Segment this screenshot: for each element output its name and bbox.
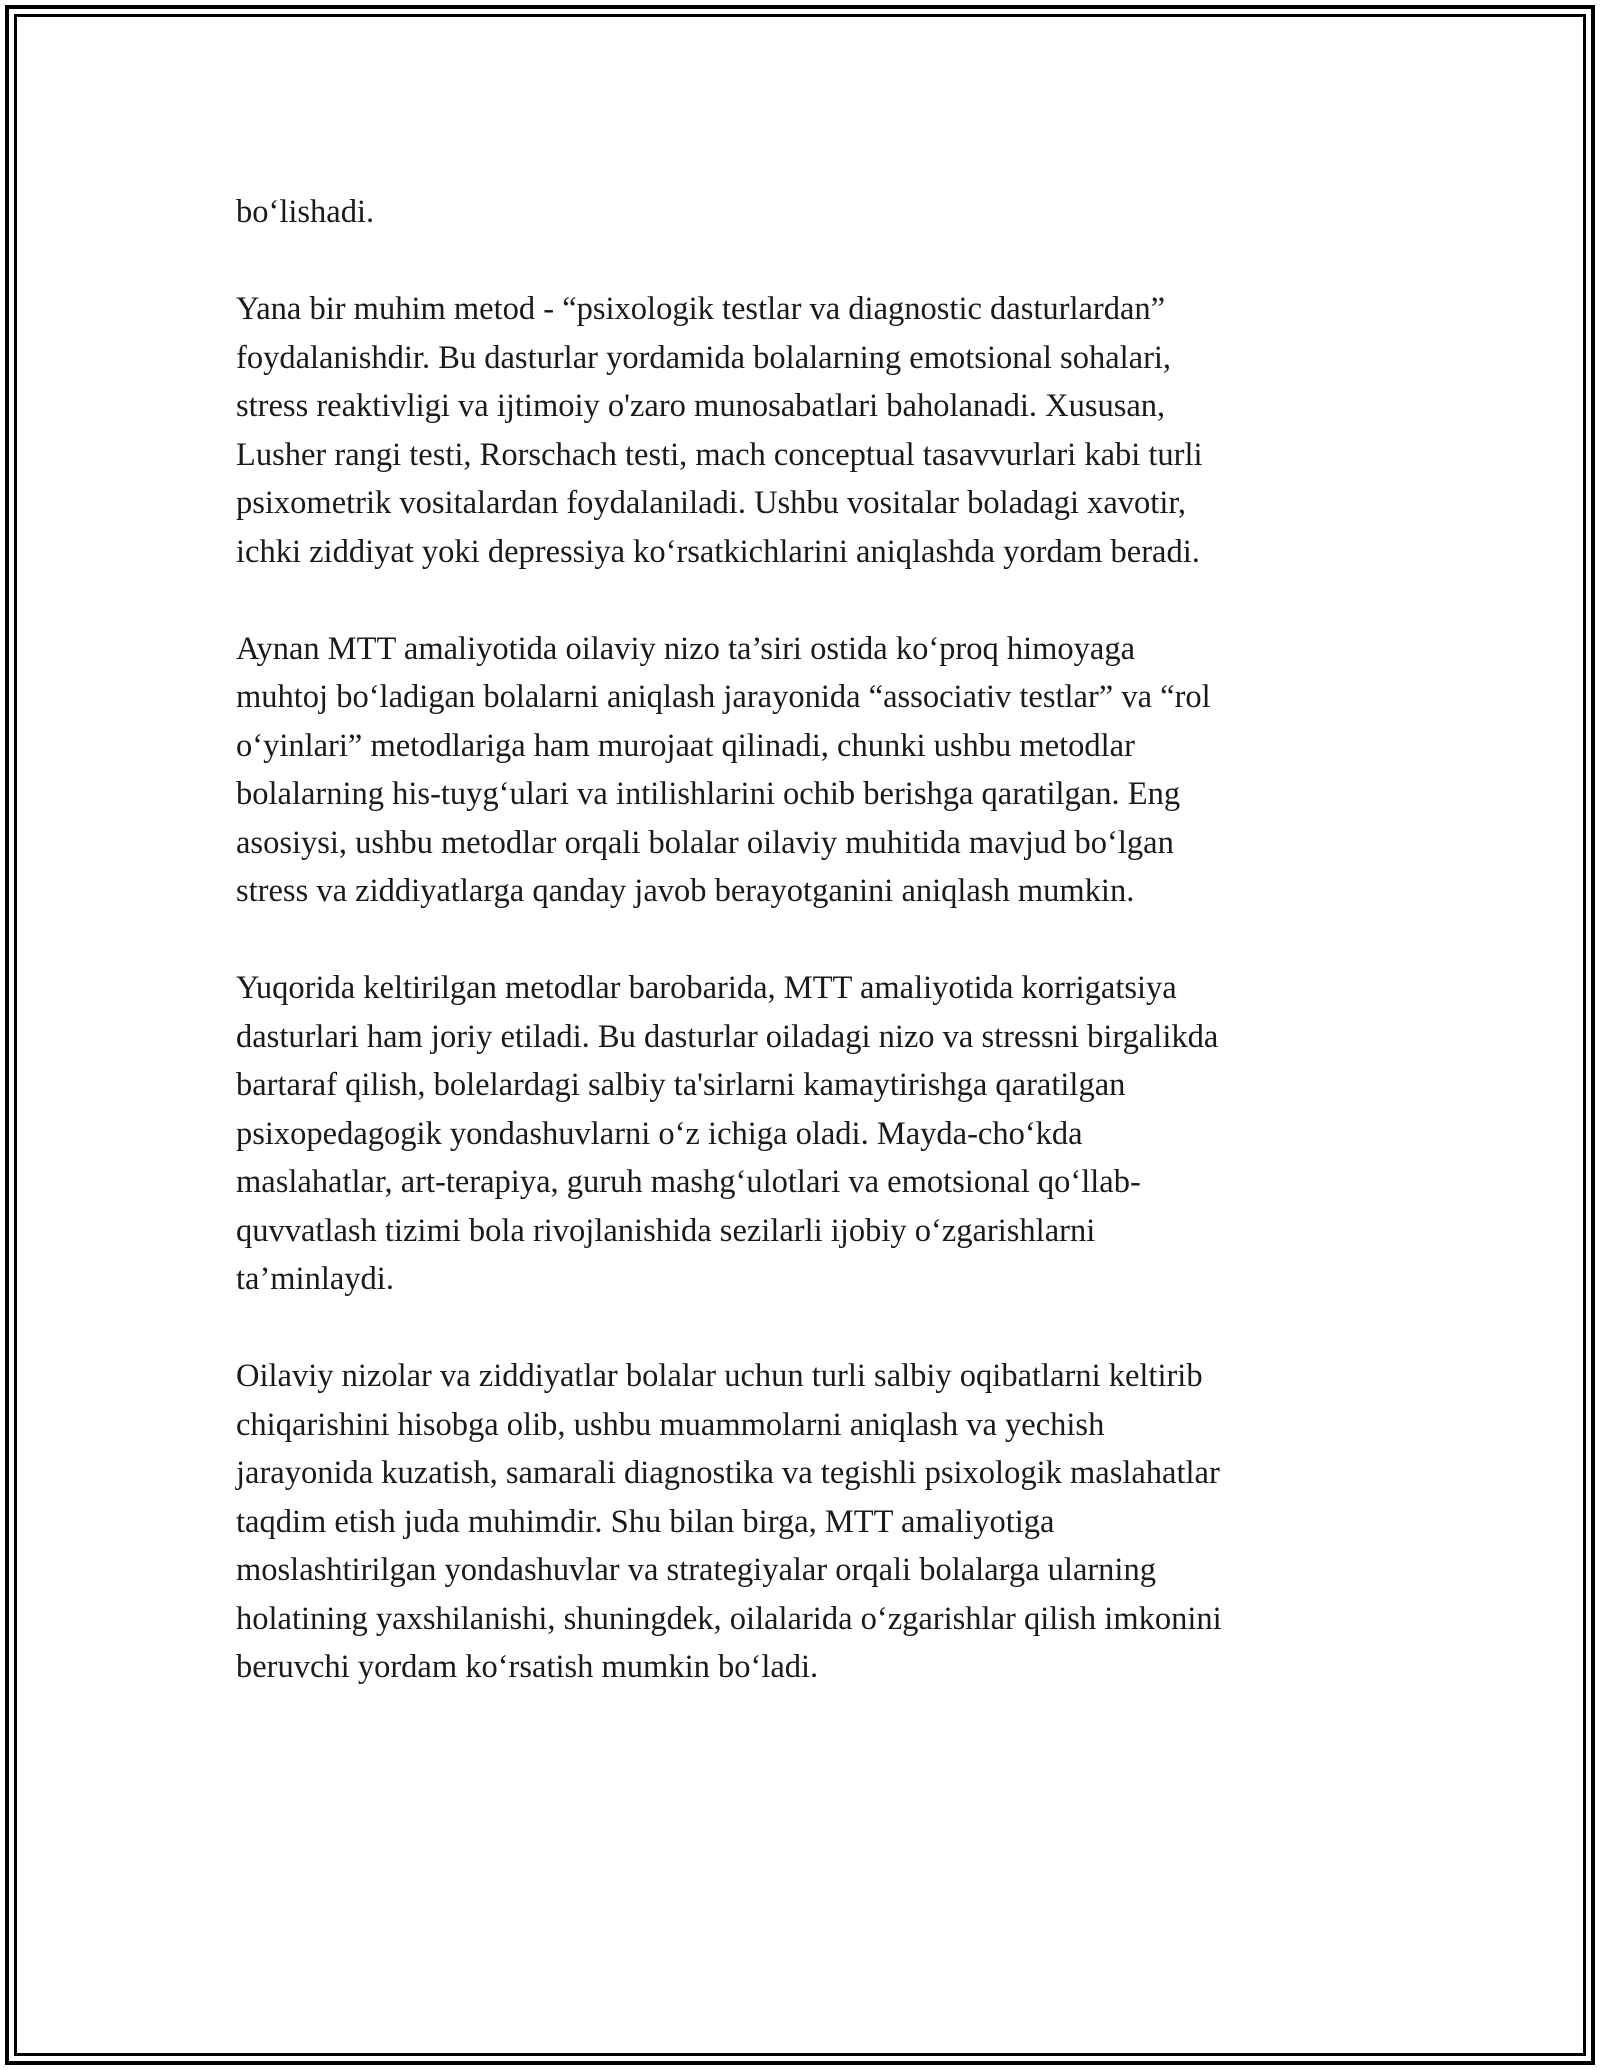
- text-line: stress va ziddiyatlarga qanday javob berayotganini aniqlash mumkin.: [236, 873, 1135, 909]
- text-line: psixopedagogik yondashuvlarni o‘z ichiga oladi. Mayda-cho‘kda: [236, 1115, 1083, 1152]
- text-line: holatining yaxshilanishi, shuningdek, oilalarida o‘zgarishlar qilish imkonini: [236, 1600, 1222, 1637]
- paragraph-1: [236, 188, 1356, 237]
- text-line: Lusher rangi testi, Rorschach testi, mach conceptual tasavvurlari kabi turli: [236, 436, 1203, 473]
- text-line: o‘yinlari” metodlariga ham murojaat qilinadi, chunki ushbu metodlar: [236, 727, 1135, 764]
- text-line: ta’minlaydi.: [236, 1261, 394, 1297]
- text-line: beruvchi yordam ko‘rsatish mumkin bo‘ladi.: [236, 1649, 819, 1685]
- text-line: Oilaviy nizolar va ziddiyatlar bolalar uchun turli salbiy oqibatlarni keltirib: [236, 1358, 1203, 1394]
- text-line: asosiysi, ushbu metodlar orqali bolalar oilaviy muhitida mavjud bo‘lgan: [236, 824, 1174, 861]
- text-line: muhtoj bo‘ladigan bolalarni aniqlash jarayonida “associativ testlar” va “rol: [236, 679, 1211, 715]
- text-line: stress reaktivligi va ijtimoiy o'zaro munosabatlari baholanadi. Xususan,: [236, 388, 1166, 424]
- text-line: dasturlari ham joriy etiladi. Bu dasturlar oiladagi nizo va stressni birgalikda: [236, 1018, 1219, 1055]
- text-line: moslashtirilgan yondashuvlar va strategiyalar orqali bolalarga ularning: [236, 1552, 1156, 1588]
- paragraph-5: [236, 1352, 1356, 1692]
- text-line: Yana bir muhim metod - “psixologik testlar va diagnostic dasturlardan”: [236, 291, 1166, 327]
- text-line: foydalanishdir. Bu dasturlar yordamida bolalarning emotsional sohalari,: [236, 339, 1172, 376]
- paragraph-3: [236, 625, 1356, 916]
- text-line: ichki ziddiyat yoki depressiya ko‘rsatkichlarini aniqlashda yordam beradi.: [236, 533, 1200, 570]
- paragraph-2: [236, 285, 1356, 576]
- text-line: quvvatlash tizimi bola rivojlanishida sezilarli ijobiy o‘zgarishlarni: [236, 1212, 1096, 1249]
- text-line: bo‘lishadi.: [236, 194, 375, 230]
- text-line: maslahatlar, art-terapiya, guruh mashg‘ulotlari va emotsional qo‘llab-: [236, 1164, 1141, 1200]
- text-line: bolalarning his-tuyg‘ulari va intilishlarini ochib berishga qaratilgan. Eng: [236, 776, 1181, 812]
- paragraph-4: [236, 964, 1356, 1304]
- text-line: jarayonida kuzatish, samarali diagnostika va tegishli psixologik maslahatlar: [236, 1455, 1220, 1491]
- text-line: psixometrik vositalardan foydalaniladi. Ushbu vositalar boladagi xavotir,: [236, 485, 1187, 521]
- text-line: Aynan MTT amaliyotida oilaviy nizo ta’siri ostida ko‘proq himoyaga: [236, 630, 1136, 667]
- text-line: taqdim etish juda muhimdir. Shu bilan birga, MTT amaliyotiga: [236, 1503, 1055, 1540]
- document-body: [236, 188, 1356, 1740]
- text-line: bartaraf qilish, bolelardagi salbiy ta'sirlarni kamaytirishga qaratilgan: [236, 1067, 1126, 1103]
- text-line: chiqarishini hisobga olib, ushbu muammolarni aniqlash va yechish: [236, 1406, 1105, 1443]
- text-line: Yuqorida keltirilgan metodlar barobarida, MTT amaliyotida korrigatsiya: [236, 970, 1177, 1006]
